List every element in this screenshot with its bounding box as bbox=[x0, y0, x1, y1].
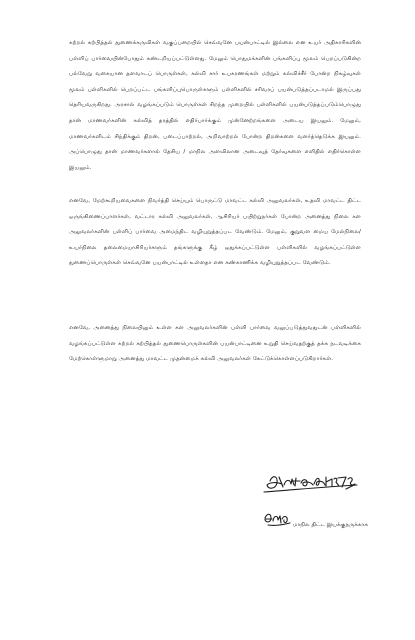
handwritten-signature bbox=[262, 473, 372, 543]
signature-block bbox=[262, 473, 372, 543]
body-paragraph-1: கற்றல் கற்பித்தல் துணைக்கருவிகள் வகுப்பறையில் செவ்வனே பயன்பாட்டில் இல்லை என உயர் அதிகாரிகளின் பள்ளிப் பார்வையின்போதும் கண்டறியப்பட்டுள்ளது. மேலும் பொதுமக்களின் பங்களிப்பு மூலம் பெறப்படுகின்ற பல்வேறு வகையான தளவாடப் பொருள்கள், கல்வி சார் உபகரணங்கள் மற்றும் கல்விச்சீர் போன்ற நிகழ்வுகள் மூலம் பள்ளிகளில் பெறப்பட்ட பங்களிப்புபொருள்களும் பள்ளிகளில் சரிவரப் பயன்படுத்தப்படாமல் இருப்பது தெரியவருகிறது. அரசால் வழங்கப்படும் பொருள்கள் சிறந்த முறையில் பள்ளிகளில் பயன்படுத்தப்படும்பொழுது தான் மாணவர்களின் கல்வித் தரத்தில் எதிர்பார்க்கும் முன்னேற்றங்களை அடைய இயலும். மேலும், மாணவர்களிடம் சிந்திக்கும் திறன், படைப்பாற்றல், அறிவாற்றல் போன்ற திறன்களை வளர்த்தெடுக்க இயலும். அப்பொழுது தான் மாணவர்களால் தேசிய / மாநில அளவிலான அடைவுத் தேர்வுகளை எளிதில் எதிர்கொள்ள இயலும். bbox=[69, 40, 361, 171]
signature-caption: மாநில திட்ட இயக்குநருக்காக bbox=[293, 522, 368, 528]
body-paragraph-3: எனவே, அனைத்து நிலையிலும் உள்ள கள அலுவலர்களின் பள்ளி பார்வை வலுப்படுத்துவதுடன் பள்ளிகளில் வழங்கப்பட்டுள்ள கற்றல் கற்பித்தல் துணைபொருள்களின் பயன்பாட்டினை உறுதி செய்வதற்குத் தக்க நடவடிக்கை மேற்கொள்ளுமாறு அனைத்து மாவட்ட முதன்மைக் கல்வி அலுவலர்கள் கேட்டுக்கொள்ளப்படுகிறார்கள். bbox=[69, 325, 361, 363]
body-paragraph-2: எனவே, மேற்கூறியவைகளை நிவர்த்தி செய்யும் பொருட்டு மாவட்ட கல்வி அலுவலர்கள், உதவி மாவட்ட திட்ட ஒருங்கிணைப்பாளர்கள், வட்டார கல்வி அலுவலர்கள், ஆசிரியர் பயிற்றுநர்கள் போன்ற அனைத்து நிலை கள அலுவலர்களின் பள்ளிப் பார்வை அமைந்திட வழியுறுத்தப்பட வேண்டும். மேலும், குறுவள மைய மேல்நிலை/உயர்நிலை தலைமையாசிரியர்களும் தங்களுக்கு கீழ் ஒதுக்கப்பட்டுள்ள பள்ளிகளில் வழங்கப்பட்டுள்ள துணைப்பொருள்கள் செவ்வனே பயன்பாட்டில் உள்ளதா என கண்காணிக்க வழியுறுத்தப்பட வேண்டும். bbox=[69, 198, 361, 267]
